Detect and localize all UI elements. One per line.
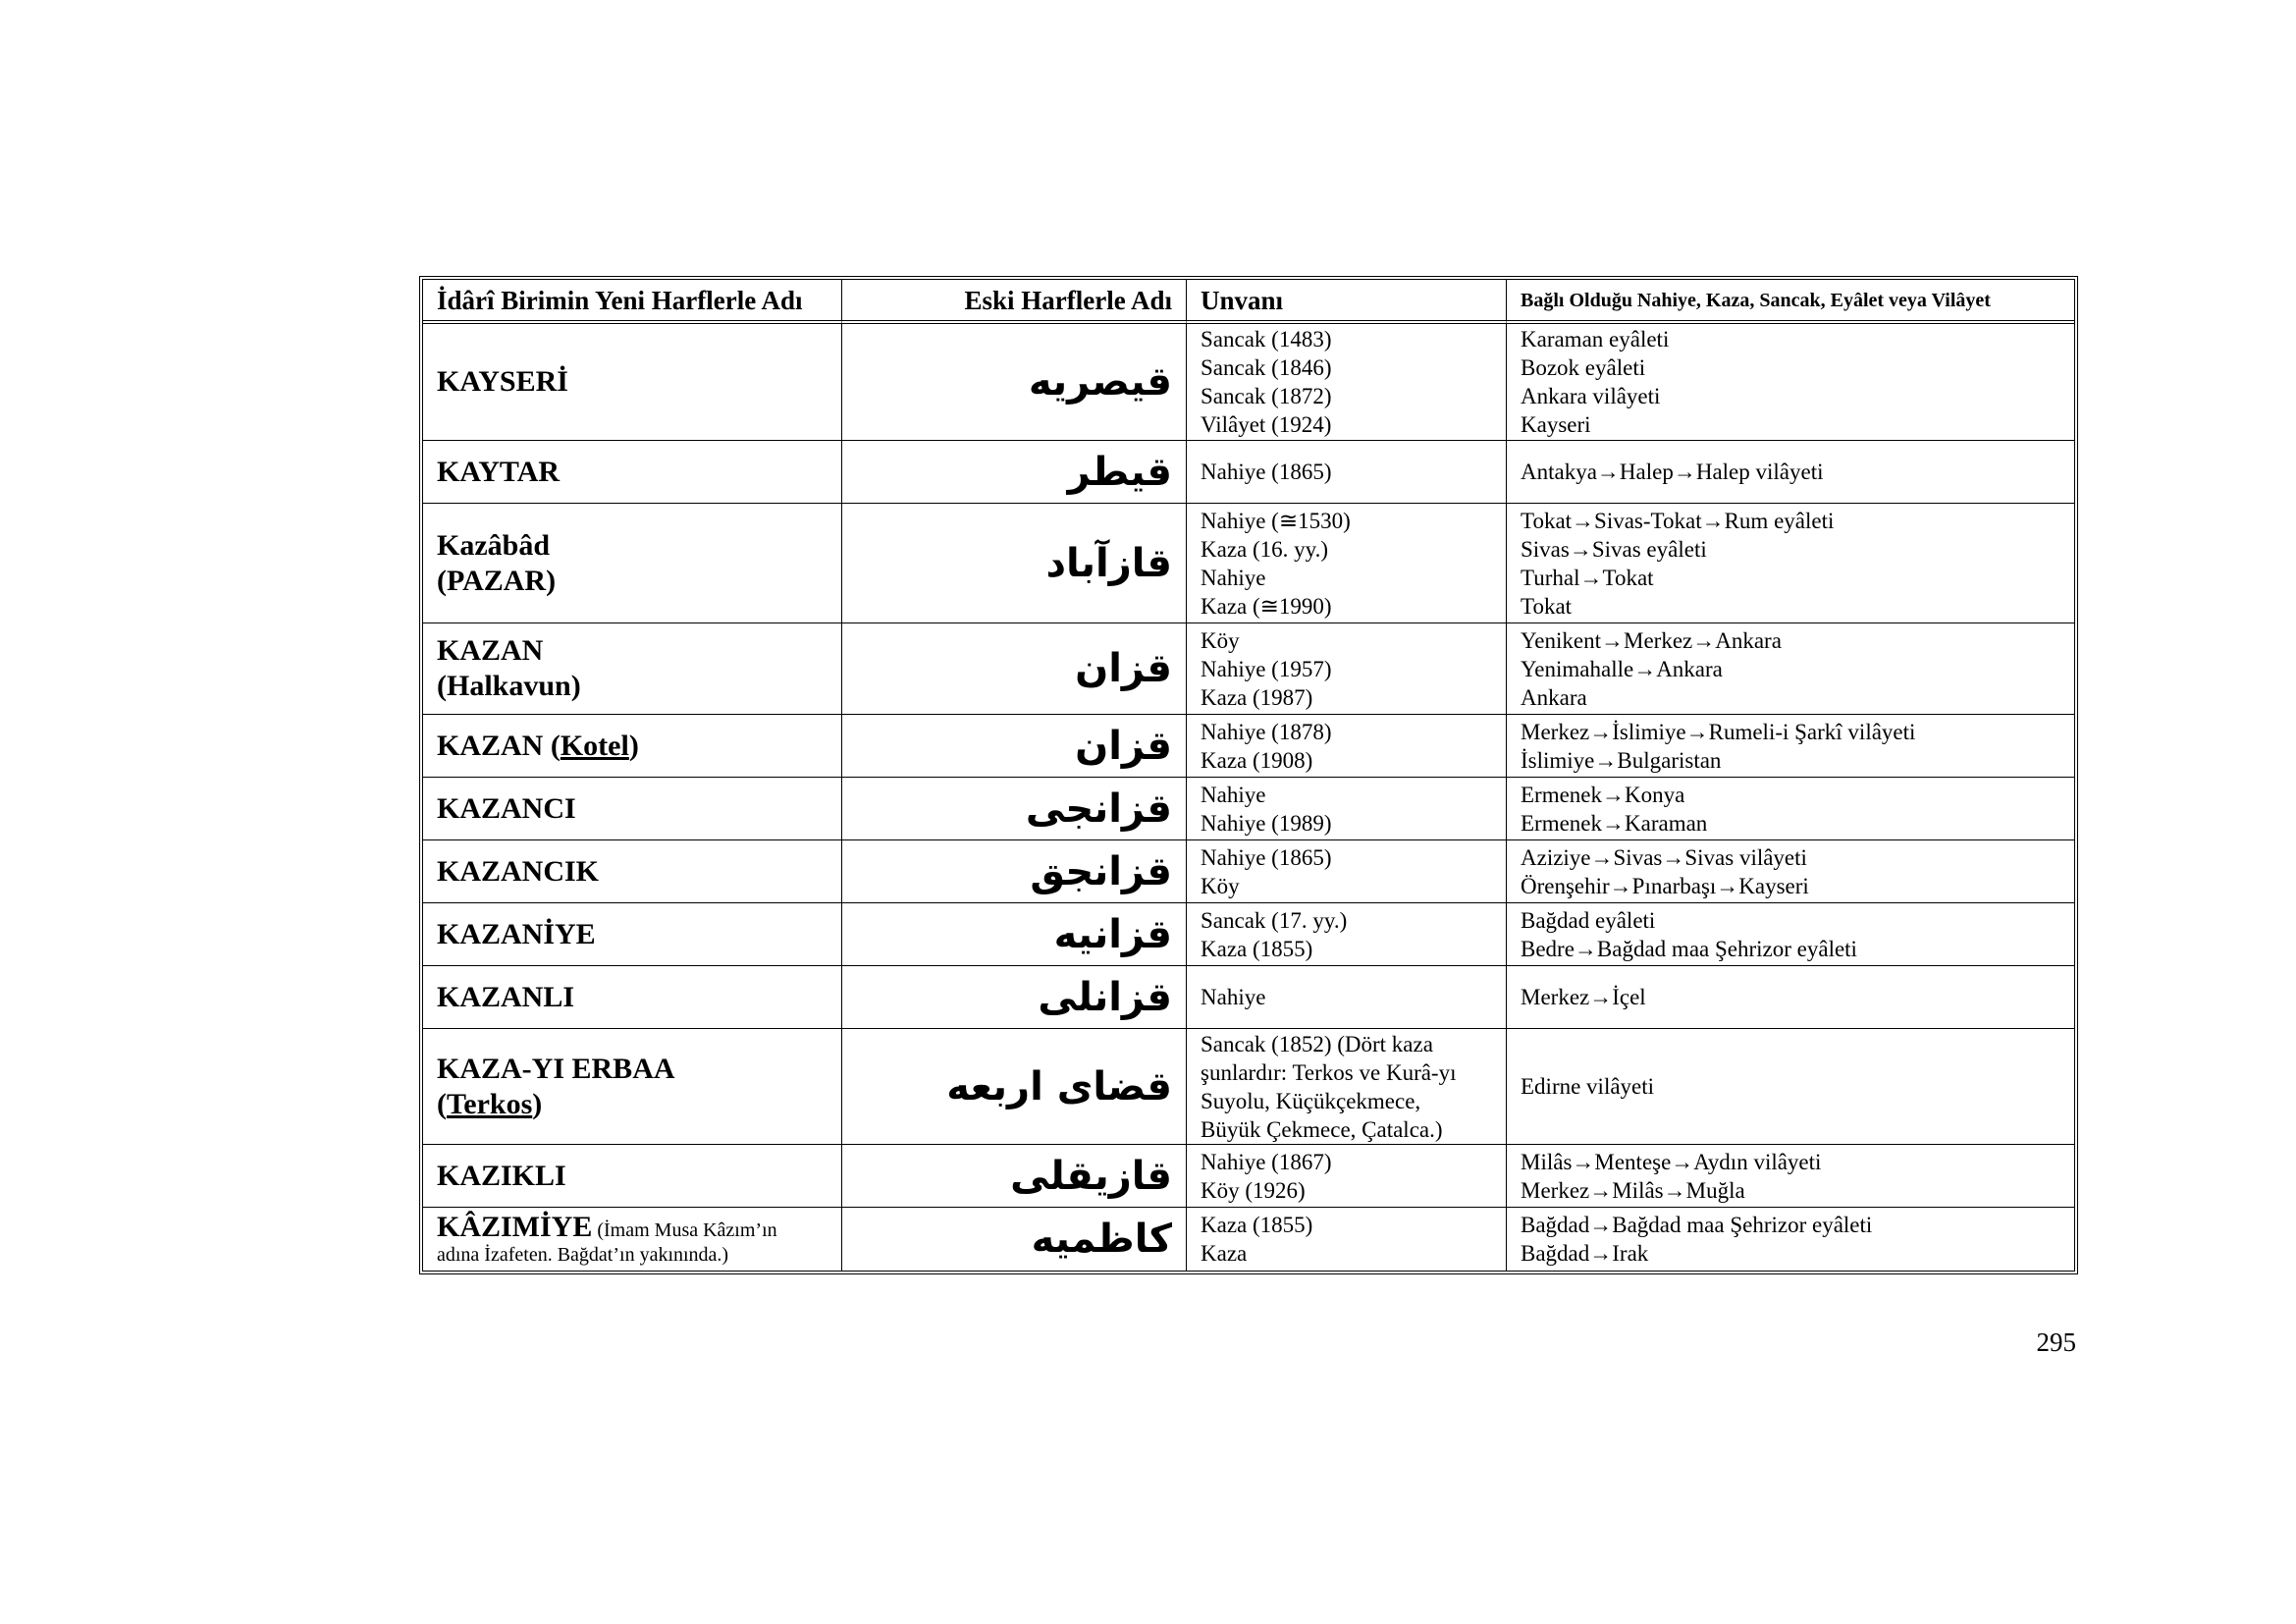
parent-line: Tokat→Sivas-Tokat→Rum eyâleti [1521,508,1835,533]
unit-name [423,840,842,903]
parent-units [1507,966,2074,1029]
parent-line: Ermenek→Karaman [1521,810,1708,836]
unit-titles [1187,1145,1507,1208]
parent-line: Merkez→İslimiye→Rumeli-i Şarkî vilâyeti [1521,719,1916,744]
ottoman-name: قزانجى [842,778,1187,840]
table-row [423,324,2074,441]
parent-line: Örenşehir→Pınarbaşı→Kayseri [1521,873,1809,898]
unit-titles [1187,441,1507,504]
parent-line: Milâs→Menteşe→Aydın vilâyeti [1521,1149,1822,1174]
title-line: Kaza (1855) [1201,1213,1313,1237]
table-row [423,623,2074,715]
title-line: Nahiye [1201,985,1266,1009]
title-line: Nahiye (1865) [1201,460,1332,484]
title-line: Sancak (1483) [1201,327,1332,352]
parent-units [1507,504,2074,623]
title-line: Kaza (1987) [1201,684,1313,710]
parent-line: Bedre→Bağdad maa Şehrizor eyâleti [1521,936,1857,961]
ottoman-name: قازيقلى [842,1145,1187,1208]
title-line: Büyük Çekmece, Çatalca.) [1201,1116,1443,1142]
title-line: şunlardır: Terkos ve Kurâ-yı [1201,1059,1457,1085]
table-row [423,1145,2074,1208]
parent-line: Antakya→Halep→Halep vilâyeti [1521,460,1824,484]
unit-name-line: (PAZAR) [437,564,557,597]
parent-line: Kayseri [1521,412,1591,437]
unit-titles [1187,623,1507,715]
unit-name-line: (Halkavun) [437,670,581,702]
parent-line: Yenimahalle→Ankara [1521,656,1723,681]
unit-name-line: KAZIKLI [437,1159,566,1192]
table-header-row [423,280,2074,324]
header-parent: Bağlı Olduğu Nahiye, Kaza, Sancak, Eyâlet veya Vilâyet [1507,280,2074,324]
unit-name-line: KAZAN [437,634,544,667]
unit-name-line: KAZANİYE [437,917,596,950]
title-line: Kaza (16. yy.) [1201,536,1329,562]
parent-line: İslimiye→Bulgaristan [1521,747,1722,773]
unit-titles [1187,966,1507,1029]
table-row [423,504,2074,623]
unit-titles [1187,840,1507,903]
title-line: Kaza (≅1990) [1201,593,1332,619]
unit-titles [1187,1029,1507,1145]
unit-titles [1187,324,1507,441]
parent-line: Turhal→Tokat [1521,565,1654,590]
unit-name-prefix: ( [437,1087,447,1120]
ottoman-name: قزان [842,623,1187,715]
unit-name [423,778,842,840]
title-line: Kaza (1855) [1201,936,1313,961]
title-line: Köy [1201,627,1240,653]
ottoman-name: قزان [842,715,1187,778]
parent-line: Bağdad eyâleti [1521,907,1656,933]
title-line: Nahiye (1867) [1201,1149,1332,1174]
header-title: Unvanı [1187,280,1507,324]
unit-name-prefix: KAZAN ( [437,729,561,762]
unit-name-line [437,1210,828,1243]
unit-name-line: KAZANCI [437,791,576,825]
parent-line: Bozok eyâleti [1521,355,1646,380]
header-new-name: İdârî Birimin Yeni Harflerle Adı [423,280,842,324]
parent-line: Yenikent→Merkez→Ankara [1521,627,1782,653]
unit-name-line: KAZANCIK [437,854,600,888]
table-row [423,441,2074,504]
parent-units [1507,441,2074,504]
parent-units [1507,715,2074,778]
title-line: Nahiye (1865) [1201,844,1332,870]
parent-line: Ankara [1521,684,1587,710]
unit-name [423,504,842,623]
table-row [423,903,2074,966]
ottoman-name: قضاى اربعه [842,1029,1187,1145]
title-line: Köy (1926) [1201,1177,1306,1203]
parent-line: Merkez→Milâs→Muğla [1521,1177,1745,1203]
parent-line: Bağdad→Irak [1521,1241,1649,1266]
parent-units [1507,778,2074,840]
ottoman-name: قزانيه [842,903,1187,966]
title-line: Sancak (1846) [1201,355,1332,380]
unit-titles [1187,504,1507,623]
unit-titles [1187,715,1507,778]
unit-name-line: KAZA-YI ERBAA [437,1052,675,1085]
title-line: Vilâyet (1924) [1201,412,1332,437]
unit-name [423,623,842,715]
unit-titles [1187,778,1507,840]
parent-units [1507,324,2074,441]
unit-titles [1187,903,1507,966]
unit-name-line: KAZANLI [437,980,575,1013]
unit-name-line [437,1087,828,1122]
title-line: Sancak (17. yy.) [1201,907,1348,933]
parent-line: Aziziye→Sivas→Sivas vilâyeti [1521,844,1807,870]
parent-units [1507,1029,2074,1145]
unit-name-note: (İmam Musa Kâzım’ın [592,1218,777,1241]
parent-line: Ankara vilâyeti [1521,384,1661,408]
unit-name [423,1029,842,1145]
unit-titles [1187,1208,1507,1271]
title-line: Köy [1201,873,1240,898]
title-line: Sancak (1872) [1201,384,1332,408]
title-line: Kaza (1908) [1201,747,1313,773]
parent-line: Sivas→Sivas eyâleti [1521,536,1707,562]
ottoman-name: كاظميه [842,1208,1187,1271]
title-line: Nahiye (1989) [1201,810,1332,836]
table-row [423,966,2074,1029]
parent-line: Karaman eyâleti [1521,327,1670,352]
parent-line: Edirne vilâyeti [1521,1074,1655,1099]
title-line: Suyolu, Küçükçekmece, [1201,1088,1421,1113]
unit-name [423,1208,842,1271]
parent-units [1507,1208,2074,1271]
title-line: Nahiye (≅1530) [1201,508,1351,533]
ottoman-name: قزانلى [842,966,1187,1029]
title-line: Nahiye [1201,782,1266,807]
parent-line: Tokat [1521,593,1573,619]
page-number: 295 [2036,1327,2076,1357]
ottoman-name: قيصريه [842,324,1187,441]
unit-name [423,903,842,966]
table-row [423,715,2074,778]
parent-units [1507,1145,2074,1208]
table-row [423,1208,2074,1271]
unit-name-main: KÂZIMİYE [437,1210,593,1243]
gazetteer-table [419,276,2078,1274]
header-old-name: Eski Harflerle Adı [842,280,1187,324]
ottoman-name: قيطر [842,441,1187,504]
title-line: Nahiye (1878) [1201,719,1332,744]
unit-name [423,324,842,441]
parent-line: Merkez→İçel [1521,985,1646,1009]
unit-name-suffix: ) [532,1087,543,1120]
unit-name-line: Kazâbâd [437,528,551,562]
terkos-link[interactable]: Terkos [447,1087,533,1120]
unit-name-note-continued: adına İzafeten. Bağdat’ın yakınında.) [437,1243,729,1266]
table-row [423,778,2074,840]
unit-name-suffix: ) [628,729,639,762]
table-row [423,840,2074,903]
parent-line: Ermenek→Konya [1521,782,1685,807]
kotel-link[interactable]: Kotel [560,729,629,762]
unit-name [423,441,842,504]
parent-units [1507,623,2074,715]
ottoman-name: قازآباد [842,504,1187,623]
ottoman-name: قزانجق [842,840,1187,903]
parent-line: Bağdad→Bağdad maa Şehrizor eyâleti [1521,1213,1873,1237]
unit-name-line: KAYSERİ [437,365,568,398]
title-line: Sancak (1852) (Dört kaza [1201,1031,1433,1056]
parent-units [1507,903,2074,966]
unit-name [423,715,842,778]
unit-name-line: KAYTAR [437,455,561,488]
title-line: Nahiye (1957) [1201,656,1332,681]
unit-name [423,966,842,1029]
title-line: Nahiye [1201,565,1266,590]
table-row [423,1029,2074,1145]
parent-units [1507,840,2074,903]
title-line: Kaza [1201,1241,1248,1266]
unit-name [423,1145,842,1208]
